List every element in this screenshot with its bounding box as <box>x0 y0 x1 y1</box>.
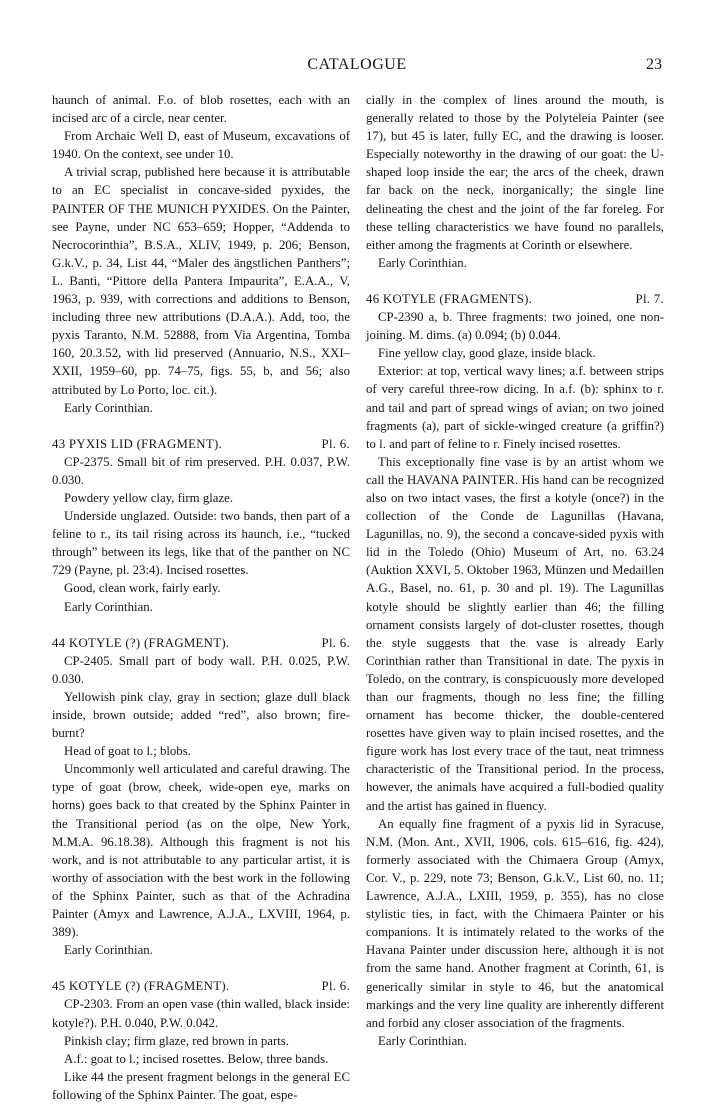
paragraph: A trivial scrap, published here because it is attributable to an EC specialist in concave-sided pyxides, the PAINTER OF THE MUNICH PYXIDES. On the Painter, see Payne, under NC 653–659; Hopper, “Addenda to Necrocorinthia”, B.S.A., XLIV, 1949, p. 206; Benson, G.k.V., p. 34, List 44, “Maler des ängstlichen Panthers”; L. Banti, “Pittore della Pantera Impaurita”, E.A.A., V, 1963, p. 939, with corrections and additions to Benson, including three new attributions (D.A.A.). Add, too, the pyxis Taranto, N.M. 52888, from Via Argentina, Tomba 160, 20.3.52, with lid preserved (Annuario, N.S., XXI–XXII, 1959–60, pp. 74–75, figs. 55, b, and 56; also attributed by Lo Porto, loc. cit.). <box>52 165 350 397</box>
plate-ref: Pl. 6. <box>321 979 350 994</box>
paragraph: This exceptionally fine vase is by an artist whom we call the HAVANA PAINTER. His hand can be recognized also on two intact vases, the first a kotyle (once?) in the collection of the Conde de Lagunillas (Havana, Lagunillas, no. 9), the second a concave-sided pyxis with lid in the Toledo (Ohio) Museum of Art, no. 63.24 (Auktion XXVI, 5. Oktober 1963, Münzen und Medaillen A.G., Basel, no. 61, p. 30 and pl. 19). The Lagunillas kotyle should be slightly earlier than 46; the filling ornament consists largely of dot-cluster rosettes, though the style suggests that the vase is already Early Corinthian rather than Transitional in date. The pyxis in Toledo, on the contrary, is conspicuously more developed than our fragments, though no less fine; the filling ornament has become thicker, the double-centered rosettes have given way to plain incised rosettes, and the figure work has lost every trace of the taut, neat trimness characteristic of the Transitional period. In the process, however, the animals have acquired a full-bodied quality and the artist has gained in fluency. <box>366 454 664 813</box>
paragraph: Underside unglazed. Outside: two bands, then part of a feline to r., its tail rising across its haunch, i.e., “tucked through” between its legs, like that of the panther on NC 729 (Payne, pl. 23:4). Incised rosettes. <box>52 509 350 578</box>
paragraph: A.f.: goat to l.; incised rosettes. Below, three bands. <box>64 1051 329 1066</box>
paragraph: cially in the complex of lines around the mouth, is generally related to those by the Polyteleia Painter (see 17), but 45 is later, fully EC, and the drawing is looser. Especially noteworthy in the drawing of our goat: the U-shaped loop inside the ear; the arcs of the cheek, drawn far back on the neck, inorganically; the single line delineating the chest and the joint of the far foreleg. For these telling characteristics we have found no parallels, either among the fragments at Corinth or elsewhere. <box>366 93 664 252</box>
paragraph: Early Corinthian. <box>64 943 153 958</box>
paragraph: CP-2405. Small part of body wall. P.H. 0.025, P.W. 0.030. <box>52 653 350 686</box>
entry-heading-45 <box>52 977 350 995</box>
paragraph: Pinkish clay; firm glaze, red brown in parts. <box>64 1033 289 1048</box>
paragraph: Early Corinthian. <box>64 400 153 415</box>
plate-ref: Pl. 7. <box>635 291 664 306</box>
entry-title: 44 KOTYLE (?) (FRAGMENT). <box>52 635 230 650</box>
paragraph: Good, clean work, fairly early. <box>64 581 221 596</box>
paragraph: haunch of animal. F.o. of blob rosettes, each with an incised arc of a circle, near center. <box>52 93 350 126</box>
paragraph: CP-2375. Small bit of rim preserved. P.H. 0.037, P.W. 0.030. <box>52 454 350 487</box>
paragraph: Early Corinthian. <box>64 599 153 614</box>
paragraph: Exterior: at top, vertical wavy lines; a.f. between strips of very careful three-row dicing. In a.f. (b): sphinx to r. and tail and part of spread wings of avian; on two joined fragments (a), part of sickle-winged creature (a griffin?) to l. and part of feline to r. Finely incised rosettes. <box>366 364 664 451</box>
paragraph: Early Corinthian. <box>378 255 467 270</box>
entry-heading-46 <box>366 290 664 308</box>
paragraph: CP-2390 a, b. Three fragments: two joined, one non-joining. M. dims. (a) 0.094; (b) 0.044. <box>366 310 664 343</box>
right-column <box>366 91 664 1050</box>
paragraph: From Archaic Well D, east of Museum, excavations of 1940. On the context, see under 10. <box>52 129 350 162</box>
entry-title: 45 KOTYLE (?) (FRAGMENT). <box>52 979 230 994</box>
page-number: 23 <box>646 56 662 73</box>
left-column <box>52 91 350 1104</box>
entry-heading-43 <box>52 435 350 453</box>
entry-heading-44 <box>52 634 350 652</box>
paragraph: Powdery yellow clay, firm glaze. <box>64 490 234 505</box>
plate-ref: Pl. 6. <box>321 436 350 451</box>
paragraph: Head of goat to l.; blobs. <box>64 744 191 759</box>
paragraph: Yellowish pink clay, gray in section; glaze dull black inside, brown outside; added “red”, also brown; fire-burnt? <box>52 689 350 741</box>
plate-ref: Pl. 6. <box>321 635 350 650</box>
paragraph: An equally fine fragment of a pyxis lid in Syracuse, N.M. (Mon. Ant., XVII, 1906, cols. 615–616, fig. 424), formerly associated with the Chimaera Group (Amyx, Cor. V., p. 229, note 73; Benson, G.k.V., List 60, no. 11; Lawrence, A.J.A., LXIII, 1959, p. 355), has no close stylistic ties, in fact, with the Chimaera Painter or his companions. It is intimately related to the works of the Havana Painter under discussion here, although it is not from the same hand. Another fragment at Corinth, 61, is generically similar in style to 46, but the anatomical markings and the very line quality are inherently different and forbid any closer association of the fragments. <box>366 816 664 1030</box>
entry-title: 46 KOTYLE (FRAGMENTS). <box>366 291 533 306</box>
paragraph: Fine yellow clay, good glaze, inside black. <box>378 346 596 361</box>
entry-title: 43 PYXIS LID (FRAGMENT). <box>52 436 223 451</box>
running-header <box>52 56 662 78</box>
paragraph: Early Corinthian. <box>378 1033 467 1048</box>
paragraph: Like 44 the present fragment belongs in the general EC following of the Sphinx Painter. The goat, espe- <box>52 1069 350 1102</box>
running-title: CATALOGUE <box>307 56 407 73</box>
paragraph: Uncommonly well articulated and careful drawing. The type of goat (brow, cheek, wide-open eye, marks on horns) goes back to that created by the Sphinx Painter in the Transitional period (as on the olpe, New York, M.M.A. 96.18.38). Although this fragment is not his work, and is not attributable to any particular artist, it is worthy of association with the best work in the following of the Sphinx Painter, such as that of the Achradina Painter (Amyx and Lawrence, A.J.A., LXVIII, 1964, p. 389). <box>52 762 350 940</box>
paragraph: CP-2303. From an open vase (thin walled, black inside: kotyle?). P.H. 0.040, P.W. 0.042. <box>52 997 350 1030</box>
